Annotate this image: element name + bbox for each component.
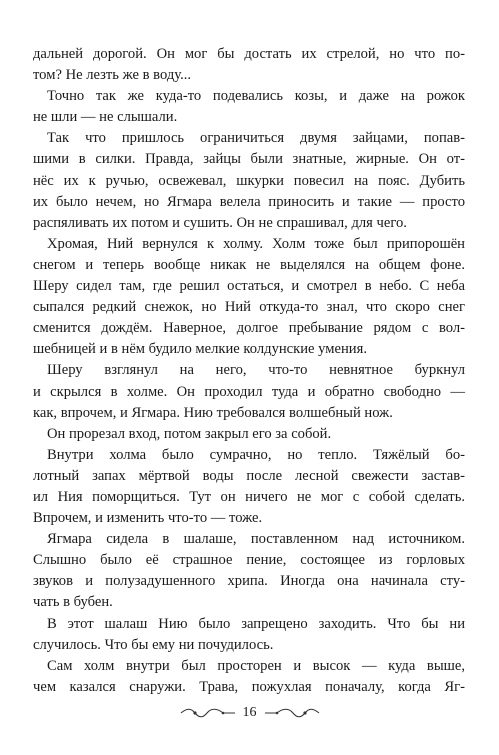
text-line: лотный запах мёртвой воды после лесной свежести застав- (33, 467, 465, 484)
left-ornament-icon (179, 707, 237, 719)
text-line: их было нечем, но Ягмара велела приносить и такие — просто (33, 193, 465, 210)
text-line: Впрочем, и изменить что-то — тоже. (33, 510, 263, 527)
text-line: том? Не лезть же в воду... (33, 67, 192, 84)
text-line: В этот шалаш Нию было запрещено заходить. Что бы ни (47, 615, 465, 632)
text-line: Ягмара сидела в шалаше, поставленном над источником. (47, 531, 465, 548)
text-line: сменится дождём. Наверное, долгое пребывание рядом с вол- (33, 320, 465, 337)
text-line: Хромая, Ний вернулся к холму. Холм тоже был припорошён (47, 235, 465, 252)
text-line: Он прорезал вход, потом закрыл его за собой. (47, 425, 332, 442)
text-line: чать в бубен. (33, 594, 113, 611)
page-footer (0, 705, 499, 721)
text-line: чем казался снаружи. Трава, пожухлая поначалу, когда Яг- (33, 678, 465, 695)
text-line: Внутри холма было сумрачно, но тепло. Тяжёлый бо- (47, 446, 465, 463)
text-line: не шли — не слышали. (33, 109, 178, 126)
text-line: Шеру взглянул на него, что-то невнятное буркнул (47, 362, 465, 379)
text-line: Сам холм внутри был просторен и высок — куда выше, (47, 657, 465, 674)
text-line: случилось. Что бы ему ни почудилось. (33, 636, 274, 653)
text-line: снегом и теперь вообще никак не выделялся на общем фоне. (33, 256, 465, 273)
page-number: 16 (242, 705, 257, 720)
text-line: Так что пришлось ограничиться двумя зайцами, попав- (47, 130, 465, 147)
text-line: Точно так же куда-то подевались козы, и даже на рожок (47, 88, 465, 105)
text-line: Слышно было её страшное пение, состоящее из горловых (33, 552, 465, 569)
text-line: Шеру сидел там, где решил остаться, и смотрел в небо. С неба (33, 278, 465, 295)
text-line: распяливать их потом и сушить. Он не спрашивал, для чего. (33, 214, 407, 231)
text-line: ил Ния поморщиться. Тут он ничего не мог с собой сделать. (33, 488, 465, 505)
text-line: нёс их к ручью, освежевал, шкурки повесил на пояс. Дубить (33, 172, 465, 189)
text-line: как, впрочем, и Ягмара. Нию требовался волшебный нож. (33, 404, 393, 421)
text-line: сыпался редкий снежок, но Ний откуда-то знал, что скоро снег (33, 299, 465, 316)
body-text (33, 44, 465, 698)
text-line: шими в силки. Правда, зайцы были знатные, жирные. Он от- (33, 151, 465, 168)
right-ornament-icon (263, 707, 321, 719)
text-line: и скрылся в холме. Он проходил туда и обратно свободно — (33, 383, 465, 400)
text-line: дальней дорогой. Он мог бы достать их стрелой, но что по- (33, 46, 465, 62)
text-line: шебницей и в нём будило мелкие колдунские умения. (33, 341, 367, 358)
text-line: звуков и полузадушенного хрипа. Иногда она начинала сту- (33, 573, 465, 590)
